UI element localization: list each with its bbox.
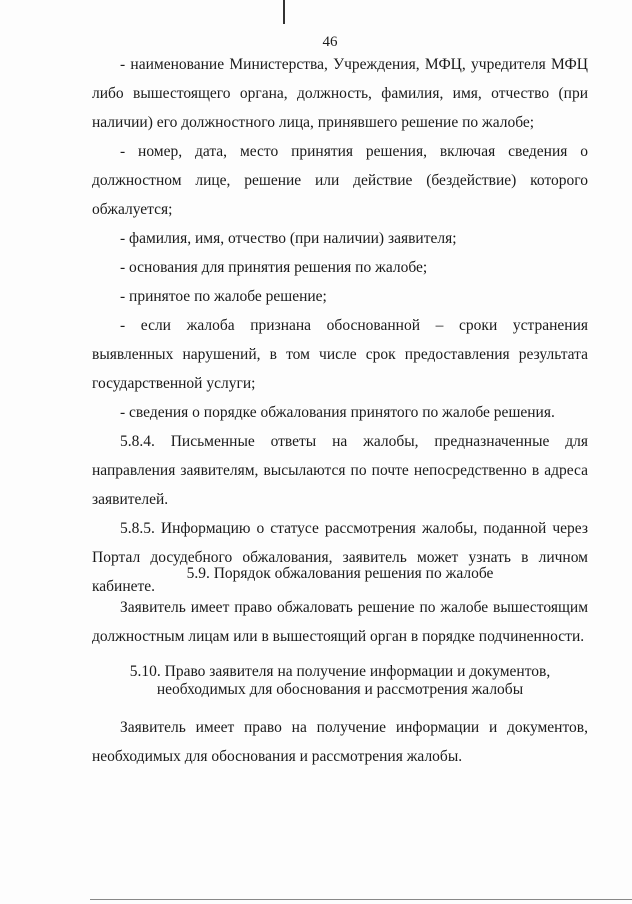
- paragraph-deadlines: - если жалоба признана обоснованной – сроки устранения выявленных нарушений, в том числе срок предоставления результата государственной услуги;: [92, 317, 588, 392]
- paragraph-decision-grounds: - основания для принятия решения по жалобе;: [120, 259, 428, 276]
- paragraph-5-10: Заявитель имеет право на получение информации и документов, необходимых для обоснования и рассмотрения жалобы.: [92, 719, 588, 765]
- scan-artifact-bottom-line: [90, 899, 632, 900]
- paragraph-decision: - принятое по жалобе решение;: [120, 288, 327, 305]
- paragraph-decision-number: - номер, дата, место принятия решения, включая сведения о должностном лице, решение или действие (бездействие) которого обжалуется;: [92, 143, 588, 218]
- paragraph-ministry-name: - наименование Министерства, Учреждения, МФЦ, учредителя МФЦ либо вышестоящего органа, должность, фамилия, имя, отчество (при наличии) его должностного лица, принявшего решение по жалобе;: [92, 56, 588, 131]
- section-5-9-body: [92, 593, 588, 651]
- scan-artifact-line: [283, 0, 285, 24]
- paragraph-5-8-5: 5.8.5. Информацию о статусе рассмотрения жалобы, поданной через Портал досудебного обжалования, заявитель может узнать в личном кабинете.: [92, 520, 588, 595]
- page-number: 46: [322, 34, 338, 50]
- paragraph-5-9: Заявитель имеет право обжаловать решение по жалобе вышестоящим должностным лицам или в вышестоящий орган в порядке подчиненности.: [92, 599, 588, 645]
- section-5-10-heading-line1: 5.10. Право заявителя на получение информации и документов,: [129, 663, 551, 680]
- section-5-10-body: [92, 713, 588, 771]
- section-5-9-heading: 5.9. Порядок обжалования решения по жалобе: [186, 565, 494, 582]
- paragraph-applicant-name: - фамилия, имя, отчество (при наличии) заявителя;: [120, 230, 457, 247]
- paragraph-5-8-4: 5.8.4. Письменные ответы на жалобы, предназначенные для направления заявителям, высылаются по почте непосредственно в адреса заявителей.: [92, 433, 588, 508]
- section-5-10-heading-line2: необходимых для обоснования и рассмотрения жалобы: [156, 681, 524, 698]
- paragraph-appeal-procedure: - сведения о порядке обжалования принятого по жалобе решения.: [120, 404, 555, 421]
- section-5-10-heading: [92, 663, 588, 699]
- complaint-decision-list: [92, 50, 588, 601]
